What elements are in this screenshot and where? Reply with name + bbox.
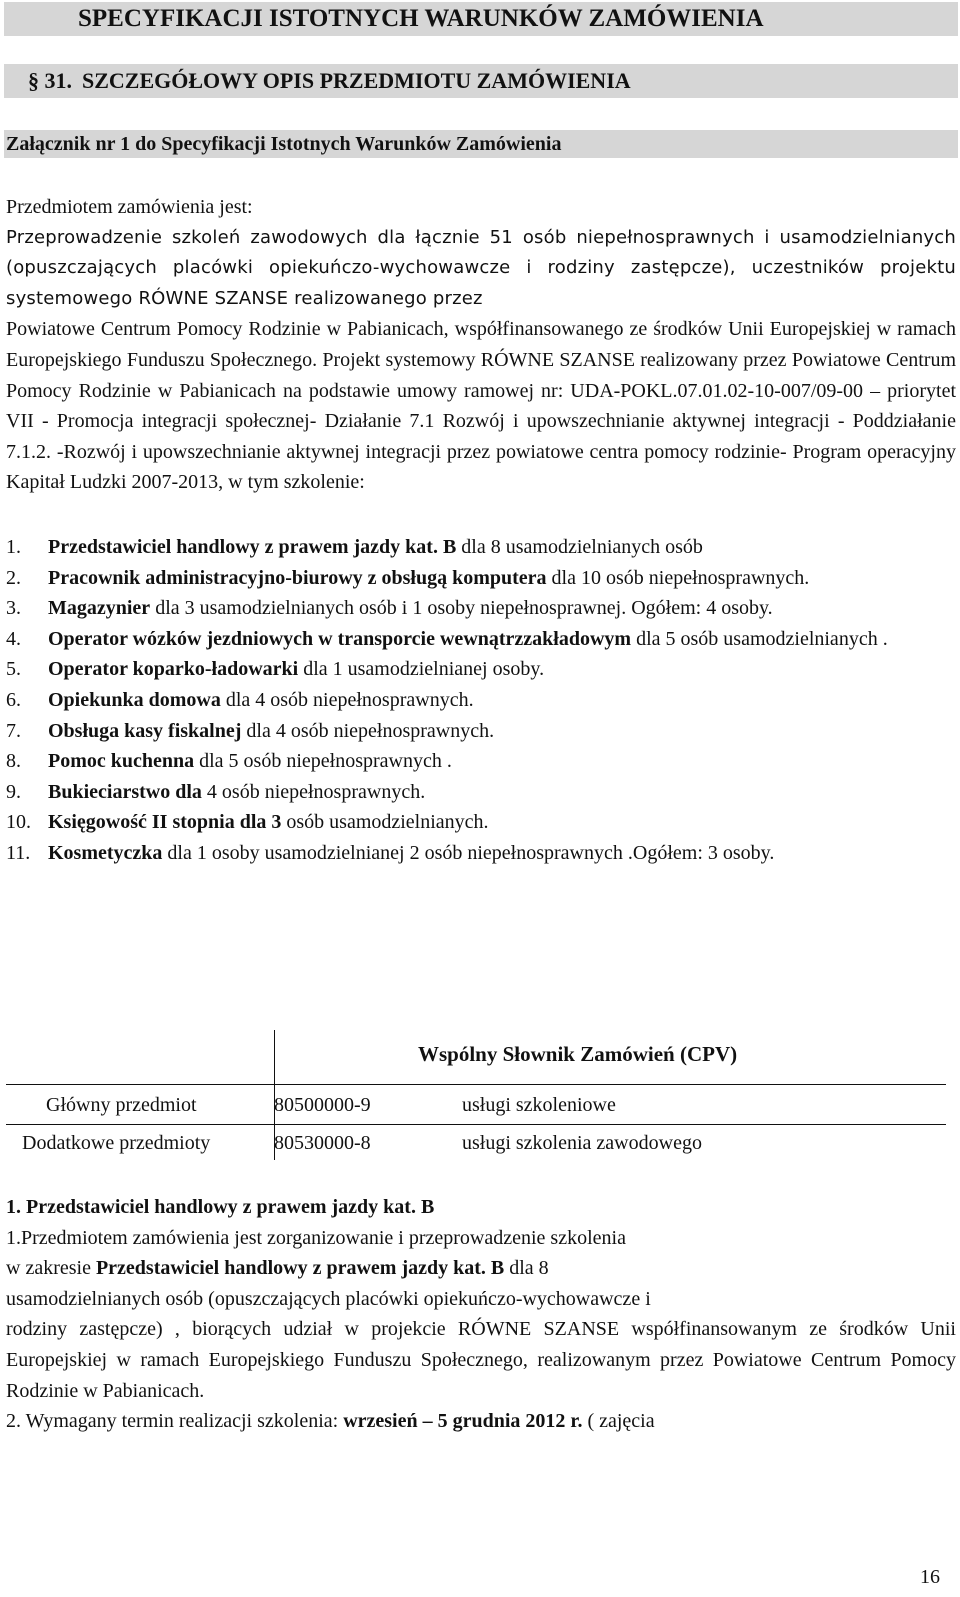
item-title: Opiekunka domowa [48, 688, 221, 711]
text-fragment: ( zajęcia [582, 1410, 655, 1433]
item-number: 4. [6, 627, 21, 650]
cpv-row-main [6, 1087, 946, 1123]
list-item [6, 685, 956, 716]
item-title: Obsługa kasy fiskalnej [48, 719, 242, 742]
list-item [6, 716, 956, 747]
section-title: SZCZEGÓŁOWY OPIS PRZEDMIOTU ZAMÓWIENIA [82, 68, 631, 93]
item-detail: dla 10 osób niepełnosprawnych. [546, 566, 810, 589]
item-number: 7. [6, 719, 21, 742]
cpv-row-additional [6, 1125, 946, 1161]
list-item [6, 746, 956, 777]
section-heading [4, 64, 958, 98]
item-number: 10. [6, 811, 31, 834]
cpv-code: 80530000-8 [274, 1132, 371, 1154]
item-number: 3. [6, 597, 21, 620]
cpv-header-rule [6, 1084, 946, 1085]
item-detail: dla 1 osoby usamodzielnianej 2 osób niepełnosprawnych .Ogółem: 3 osoby. [162, 841, 775, 864]
intro-paragraph-1: Przeprowadzenie szkoleń zawodowych dla łącznie 51 osób niepełnosprawnych i usamodzielnianych (opuszczających placówki opiekuńczo-wychowawcze i rodziny zastępcze), uczestników projektu systemowego RÓWNE SZANSE realizowanego przez [6, 226, 956, 309]
section-1-deadline [6, 1406, 956, 1437]
item-detail: dla 8 usamodzielnianych osób [456, 536, 703, 558]
annex-heading: Załącznik nr 1 do Specyfikacji Istotnych Warunków Zamówienia [4, 130, 958, 158]
item-number: 1. [6, 536, 21, 558]
text-fragment: dla 8 [504, 1257, 549, 1280]
list-item [6, 777, 956, 808]
item-title: Księgowość II stopnia dla 3 [48, 811, 282, 834]
section-number: § 31. [28, 68, 72, 93]
intro-lead: Przedmiotem zamówienia jest: [6, 196, 253, 218]
cpv-code: 80500000-9 [274, 1094, 371, 1116]
list-item [6, 654, 956, 685]
item-detail: dla 5 osób niepełnosprawnych . [194, 750, 452, 773]
intro-paragraph-2: Powiatowe Centrum Pomocy Rodzinie w Pabianicach, współfinansowanego ze środków Unii Europejskiej w ramach Europejskiego Funduszu Społecznego. Projekt systemowy RÓWNE SZANSE realizowany przez Powiatowe Centrum Pomocy Rodzinie w Pabianicach na podstawie umowy ramowej nr: UDA-POKL.07.01.02-10-007/09-00 – priorytet VII - Promocja integracji społecznej- Działanie 7.1 Rozwój i upowszechnianie aktywnej integracji - Poddziałanie 7.1.2. -Rozwój i upowszechnianie aktywnej integracji przez powiatowe centra pomocy rodzinie- Program operacyjny Kapitał Ludzki 2007-2013, w tym szkolenie: [6, 318, 956, 494]
list-item [6, 532, 956, 563]
training-name: Przedstawiciel handlowy z prawem jazdy kat. B [95, 1257, 505, 1280]
item-number: 5. [6, 658, 21, 681]
training-list [6, 532, 956, 869]
list-item [6, 593, 956, 624]
cpv-description: usługi szkoleniowe [462, 1094, 616, 1116]
list-item [6, 563, 956, 594]
item-number: 11. [6, 841, 31, 864]
item-number: 6. [6, 688, 21, 711]
item-number: 2. [6, 566, 21, 589]
section-1-line-3: usamodzielnianych osób (opuszczających placówki opiekuńczo-wychowawcze i [6, 1287, 651, 1310]
intro-text [6, 192, 956, 498]
page-number: 16 [920, 1566, 940, 1588]
section-1-title: 1. Przedstawiciel handlowy z prawem jazdy kat. B [6, 1196, 435, 1218]
item-number: 9. [6, 780, 21, 803]
cpv-label: Dodatkowe przedmioty [22, 1132, 211, 1154]
section-1-line-2 [6, 1253, 956, 1284]
item-detail: dla 1 usamodzielnianej osoby. [298, 658, 545, 681]
item-detail: osób usamodzielnianych. [281, 811, 489, 834]
item-title: Operator wózków jezdniowych w transporcie wewnątrzzakładowym [48, 627, 632, 650]
document-header-title: SPECYFIKACJI ISTOTNYCH WARUNKÓW ZAMÓWIENIA [4, 2, 958, 36]
cpv-title: Wspólny Słownik Zamówień (CPV) [418, 1042, 738, 1066]
item-title: Operator koparko-ładowarki [48, 658, 299, 681]
section-1-line-1: 1.Przedmiotem zamówienia jest zorganizowanie i przeprowadzenie szkolenia [6, 1226, 626, 1249]
deadline-date: wrzesień – 5 grudnia 2012 r. [343, 1410, 583, 1433]
list-item [6, 624, 956, 655]
item-detail: dla 4 osób niepełnosprawnych. [220, 688, 474, 711]
item-title: Magazynier [48, 597, 151, 620]
item-title: Bukieciarstwo dla [48, 780, 202, 803]
text-fragment: 2. Wymagany termin realizacji szkolenia: [6, 1410, 344, 1433]
section-1-paragraph: rodziny zastępcze) , biorących udział w projekcie RÓWNE SZANSE współfinansowanym ze środków Unii Europejskiej w ramach Europejskiego Funduszu Społecznego, realizowanym przez Powiatowe Centrum Pomocy Rodzinie w Pabianicach. [6, 1318, 956, 1402]
item-title: Przedstawiciel handlowy z prawem jazdy kat. B [48, 536, 457, 558]
item-number: 8. [6, 750, 21, 773]
section-1-details [6, 1192, 956, 1437]
cpv-description: usługi szkolenia zawodowego [462, 1132, 702, 1154]
list-item [6, 807, 956, 838]
text-fragment: w zakresie [6, 1257, 96, 1280]
item-title: Kosmetyczka [48, 841, 163, 864]
item-detail: dla 4 osób niepełnosprawnych. [241, 719, 495, 742]
cpv-label: Główny przedmiot [46, 1094, 197, 1116]
item-title: Pracownik administracyjno-biurowy z obsługą komputera [48, 566, 547, 589]
list-item [6, 838, 956, 869]
item-detail: 4 osób niepełnosprawnych. [201, 780, 426, 803]
item-title: Pomoc kuchenna [48, 750, 195, 773]
item-detail: dla 5 osób usamodzielnianych . [631, 627, 888, 650]
item-detail: dla 3 usamodzielnianych osób i 1 osoby niepełnosprawnej. Ogółem: 4 osoby. [150, 597, 773, 620]
